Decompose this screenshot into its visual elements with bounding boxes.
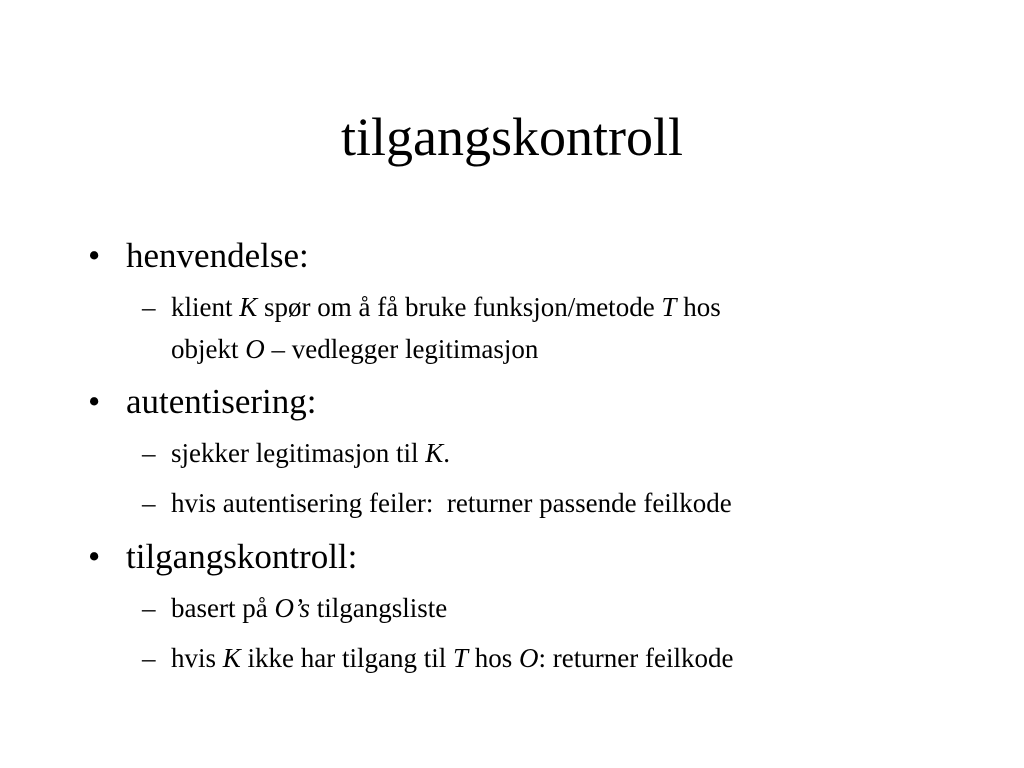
sub-item-line: sjekker legitimasjon til K.: [171, 438, 450, 468]
dash-icon: –: [142, 292, 156, 322]
sub-item-line: basert på O’s tilgangsliste: [171, 593, 448, 623]
sub-item-line: hvis K ikke har tilgang til T hos O: returner feilkode: [171, 643, 734, 673]
dash-icon: –: [142, 488, 156, 518]
dash-icon: –: [142, 438, 156, 468]
bullet-label: henvendelse:: [126, 236, 309, 275]
slide-title: tilgangskontroll: [341, 107, 683, 167]
bullet-label: autentisering:: [126, 382, 317, 421]
bullet-label: tilgangskontroll:: [126, 537, 358, 576]
bullet-icon: •: [88, 537, 101, 576]
dash-icon: –: [142, 643, 156, 673]
dash-icon: –: [142, 593, 156, 623]
bullet-icon: •: [88, 382, 101, 421]
sub-item-line: klient K spør om å få bruke funksjon/metode T hos: [171, 292, 721, 322]
sub-item-line: objekt O – vedlegger legitimasjon: [171, 334, 539, 364]
bullet-icon: •: [88, 236, 101, 275]
sub-item-line: hvis autentisering feiler: returner passende feilkode: [171, 488, 732, 518]
